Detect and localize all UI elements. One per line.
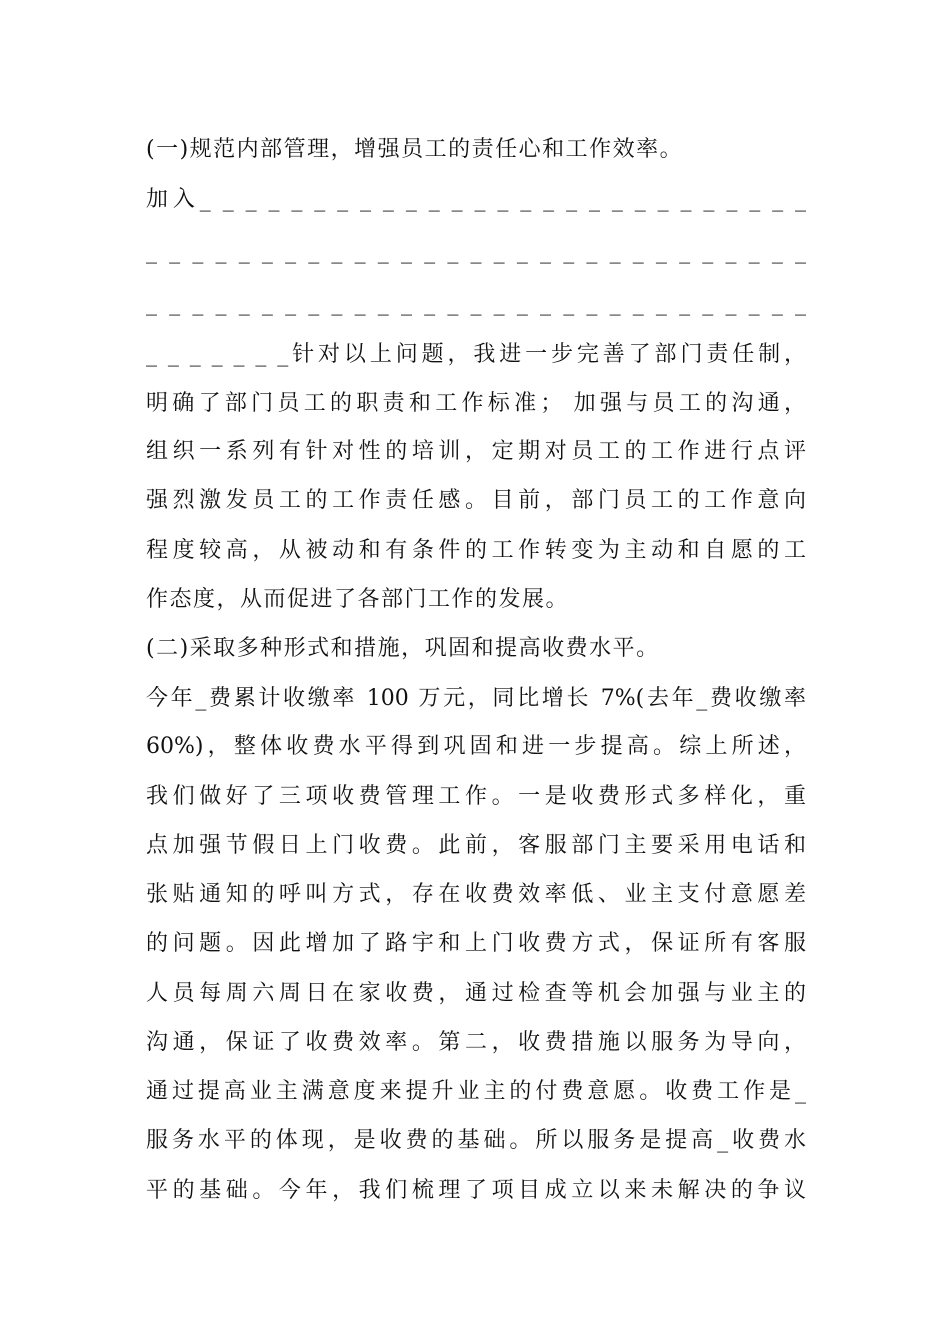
text-line: 加入_ _ _ _ _ _ _ _ _ _ _ _ _ _ _ _ _ _ _ _ _ _ _ _ _ _ _ — [146, 187, 806, 212]
section-heading-2: (二)采取多种形式和措施，巩固和提高收费水平。 — [146, 636, 660, 661]
text-line: 作态度，从而促进了各部门工作的发展。 — [146, 587, 570, 612]
text-line: 张贴通知的呼叫方式，存在收费效率低、业主支付意愿差 — [146, 882, 806, 907]
text-line: 的问题。因此增加了路宇和上门收费方式，保证所有客服 — [146, 931, 806, 956]
text-line: 服务水平的体现，是收费的基础。所以服务是提高_收费水 — [146, 1128, 806, 1153]
text-line: 通过提高业主满意度来提升业主的付费意愿。收费工作是_ — [146, 1079, 806, 1104]
text-line: _ _ _ _ _ _ _ _ _ _ _ _ _ _ _ _ _ _ _ _ _ _ _ _ _ _ _ _ _ — [146, 239, 806, 264]
text-line: _ _ _ _ _ _ _ _ _ _ _ _ _ _ _ _ _ _ _ _ _ _ _ _ _ _ _ _ _ — [146, 291, 806, 316]
text-line: 平的基础。今年，我们梳理了项目成立以来未解决的争议 — [146, 1178, 806, 1203]
text-line: 60%)，整体收费水平得到巩固和进一步提高。综上所述， — [146, 734, 806, 759]
text-line: _ _ _ _ _ _ _针对以上问题，我进一步完善了部门责任制， — [146, 342, 806, 367]
text-line: 点加强节假日上门收费。此前，客服部门主要采用电话和 — [146, 833, 806, 858]
text-line: 组织一系列有针对性的培训，定期对员工的工作进行点评 — [146, 439, 806, 464]
text-line: 今年_费累计收缴率 100 万元，同比增长 7%(去年_费收缴率 — [146, 686, 806, 711]
text-line: 强烈激发员工的工作责任感。目前，部门员工的工作意向 — [146, 488, 806, 513]
text-line: 程度较高，从被动和有条件的工作转变为主动和自愿的工 — [146, 538, 806, 563]
text-line: 明确了部门员工的职责和工作标准； 加强与员工的沟通， — [146, 391, 806, 416]
section-heading-1: (一)规范内部管理，增强员工的责任心和工作效率。 — [146, 137, 684, 162]
text-line: 我们做好了三项收费管理工作。一是收费形式多样化，重 — [146, 784, 806, 809]
text-line: 人员每周六周日在家收费，通过检查等机会加强与业主的 — [146, 981, 806, 1006]
text-line: 沟通，保证了收费效率。第二，收费措施以服务为导向， — [146, 1030, 806, 1055]
